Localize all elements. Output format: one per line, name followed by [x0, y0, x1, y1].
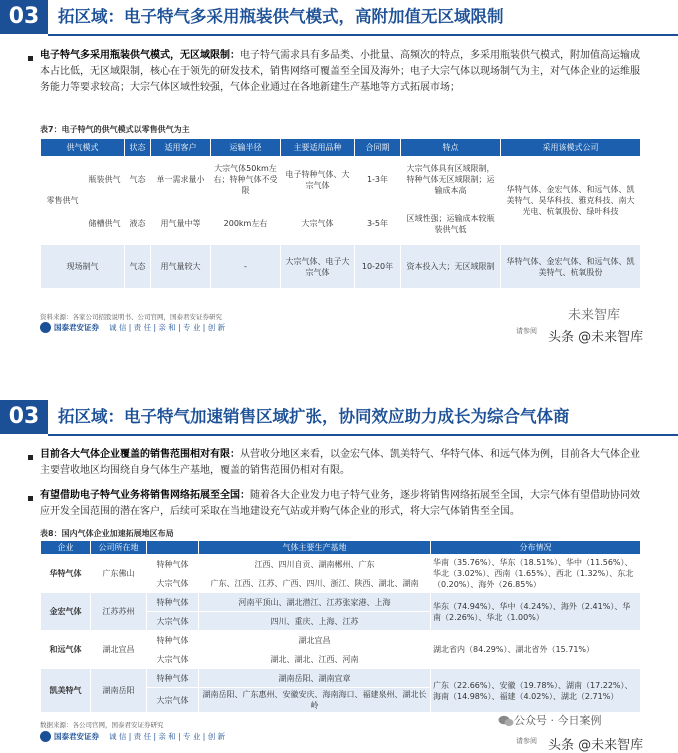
table-row — [41, 631, 641, 650]
gas-kind-cell: 特种气体 — [147, 593, 199, 612]
bases-cell: 湖南岳阳、湖南宜章 — [199, 669, 431, 688]
paragraph-1 — [40, 48, 640, 96]
header-cell — [147, 541, 199, 555]
watermark-top — [498, 712, 602, 728]
table-source: 数据来源：各公司官网，国泰君安证券研究 — [40, 721, 164, 729]
gas-kind-cell: 特种气体 — [147, 555, 199, 574]
group-cell: 零售供气 — [41, 157, 85, 245]
page-hint: 请参阅 — [516, 737, 537, 745]
paragraph-body: 电子特气需求具有多品类、小批量、高频次的特点，多采用瓶装供气模式，附加值高运输成本占比低，无区域限制，核心在于领先的研发技术，销售网络可覆盖至全国及海外；电子大宗气体以现场制气为主，对气体企业的运维服务能力等要求较高；大宗气体区域性较强，气体企业通过在各地新建生产基地等方式拓展市场； — [40, 50, 640, 93]
chat-bubble-icon — [498, 715, 514, 727]
page-hint: 请参阅 — [516, 327, 537, 335]
state-cell: 气态 — [125, 157, 151, 203]
gas-kind-cell: 特种气体 — [147, 669, 199, 688]
bullet-marker — [28, 496, 33, 501]
watermark-bottom: 头条 @未来智库 — [548, 330, 644, 345]
slide-gap — [0, 362, 678, 400]
variety-cell: 电子特种气体、大宗气体 — [281, 157, 355, 203]
brand-motto: 诚 信 | 责 任 | 亲 和 | 专 业 | 创 新 — [109, 732, 226, 741]
watermark-top-text: 公众号 · 今日案例 — [514, 714, 602, 727]
distribution-cell: 华南（35.76%）、华东（18.51%）、华中（11.56%）、华北（3.02%）、西南（1.65%）、西北（1.32%）、东北（0.20%）、海外（26.85%） — [431, 555, 641, 593]
slide-2 — [0, 400, 678, 751]
section-number: 03 — [0, 0, 48, 34]
table-row — [41, 669, 641, 688]
supply-mode-table — [40, 138, 641, 289]
bases-cell: 湖北、湖北、江西、河南 — [199, 650, 431, 669]
footer-logo — [40, 322, 225, 336]
sub-mode-cell: 瓶装供气 — [85, 157, 125, 203]
company-cell: 华特气体 — [41, 555, 91, 593]
client-cell: 用气量较大 — [151, 245, 211, 289]
table-header-row — [41, 541, 641, 555]
location-cell: 广东佛山 — [91, 555, 147, 593]
header-cell: 特点 — [401, 139, 501, 157]
gas-kind-cell: 大宗气体 — [147, 650, 199, 669]
header-divider — [48, 34, 678, 36]
footer-logo — [40, 731, 225, 745]
variety-cell: 大宗气体 — [281, 203, 355, 245]
header-cell: 运输半径 — [211, 139, 281, 157]
paragraph-body: 随着各大企业发力电子特气业务，逐步将销售网络拓展至全国，大宗气体有望借助协同效应开发全国范围的潜在客户，后续可采取在当地建设充气站或并购气体企业的形式，将大宗气体销售至全国。 — [40, 490, 640, 517]
slide-title: 拓区域：电子特气多采用瓶装供气模式，高附加值无区域限制 — [58, 7, 504, 26]
header-divider — [48, 434, 678, 436]
paragraph-2 — [40, 488, 640, 520]
radius-cell: 200km左右 — [211, 203, 281, 245]
company-cell: 和远气体 — [41, 631, 91, 669]
feature-cell: 区域性强；运输成本较瓶装供气低 — [401, 203, 501, 245]
bases-cell: 湖北宜昌 — [199, 631, 431, 650]
distribution-cell: 华东（74.94%）、华中（4.24%）、海外（2.41%）、华南（2.26%）、华北（1.00%） — [431, 593, 641, 631]
slide-title: 拓区域：电子特气加速销售区域扩张，协同效应助力成长为综合气体商 — [58, 407, 570, 426]
company-cell: 凯美特气 — [41, 669, 91, 713]
brand-name: 国泰君安证券 — [54, 732, 99, 741]
region-table — [40, 540, 641, 713]
header-cell: 分布情况 — [431, 541, 641, 555]
radius-cell: 大宗气体50km左右；特种气体不受限 — [211, 157, 281, 203]
table-row — [41, 157, 641, 203]
location-cell: 湖北宜昌 — [91, 631, 147, 669]
watermark-top: 未来智库 — [568, 308, 621, 323]
state-cell: 气态 — [125, 245, 151, 289]
paragraph-1 — [40, 447, 640, 479]
watermark-bottom: 头条 @未来智库 — [548, 738, 644, 753]
section-number: 03 — [0, 400, 48, 434]
slide-1 — [0, 0, 678, 362]
radius-cell: - — [211, 245, 281, 289]
client-cell: 用气量中等 — [151, 203, 211, 245]
table-source: 资料来源：各家公司招股说明书、公司官网，国泰君安证券研究 — [40, 313, 222, 321]
term-cell: 1-3年 — [355, 157, 401, 203]
header-cell: 适用客户 — [151, 139, 211, 157]
table-row — [41, 593, 641, 612]
brand-logo-icon — [40, 731, 51, 742]
paragraph-lead: 有望借助电子特气业务将销售网络拓展至全国： — [40, 490, 250, 501]
table-row — [41, 555, 641, 574]
location-cell: 湖南岳阳 — [91, 669, 147, 713]
header-cell: 主要适用品种 — [281, 139, 355, 157]
distribution-cell: 广东（22.66%）、安徽（19.78%）、湖南（17.22%）、海南（14.98%）、福建（4.02%）、湖北（2.71%） — [431, 669, 641, 713]
paragraph-body: 从营收分地区来看，以金宏气体、凯美特气、华特气体、和远气体为例，目前各大气体企业主要营收地区均围绕自身气体生产基地，覆盖的销售范围仍相对有限。 — [40, 449, 640, 476]
gas-kind-cell: 大宗气体 — [147, 688, 199, 713]
gas-kind-cell: 特种气体 — [147, 631, 199, 650]
gas-kind-cell: 大宗气体 — [147, 612, 199, 631]
table-row — [41, 245, 641, 289]
state-cell: 液态 — [125, 203, 151, 245]
term-cell: 3-5年 — [355, 203, 401, 245]
header-cell: 气体主要生产基地 — [199, 541, 431, 555]
header-cell: 合同期 — [355, 139, 401, 157]
header-cell: 企业 — [41, 541, 91, 555]
brand-motto: 诚 信 | 责 任 | 亲 和 | 专 业 | 创 新 — [109, 323, 226, 332]
variety-cell: 大宗气体、电子大宗气体 — [281, 245, 355, 289]
sub-mode-cell: 现场制气 — [41, 245, 125, 289]
bullet-marker — [28, 455, 33, 460]
location-cell: 江苏苏州 — [91, 593, 147, 631]
brand-logo-icon — [40, 322, 51, 333]
paragraph-lead: 电子特气多采用瓶装供气模式，无区域限制： — [40, 50, 240, 61]
bases-cell: 广东、江西、江苏、广西、四川、浙江、陕西、湖北、湖南 — [199, 574, 431, 593]
paragraph-lead: 目前各大气体企业覆盖的销售范围相对有限： — [40, 449, 240, 460]
header-cell: 采用该模式公司 — [501, 139, 641, 157]
feature-cell: 资本投入大；无区域限制 — [401, 245, 501, 289]
bullet-marker — [28, 56, 33, 61]
bases-cell: 湖南岳阳、广东惠州、安徽安庆、海南海口、福建泉州、湖北长岭 — [199, 688, 431, 713]
distribution-cell: 湖北省内（84.29%）、湖北省外（15.71%） — [431, 631, 641, 669]
header-cell: 供气模式 — [41, 139, 125, 157]
header-cell: 状态 — [125, 139, 151, 157]
bases-cell: 江西、四川自贡、湖南郴州、广东 — [199, 555, 431, 574]
table-header-row — [41, 139, 641, 157]
bases-cell: 河南平顶山、湖北潜江、江苏张家港、上海 — [199, 593, 431, 612]
table-caption: 表8：国内气体企业加速拓展地区布局 — [40, 529, 174, 538]
gas-kind-cell: 大宗气体 — [147, 574, 199, 593]
slide-header — [0, 400, 678, 434]
bases-cell: 四川、重庆、上海、江苏 — [199, 612, 431, 631]
table-caption: 表7：电子特气的供气模式以零售供气为主 — [40, 125, 190, 134]
companies-cell: 华特气体、金宏气体、和远气体、凯美特气、昊华科技、雅克科技、南大光电、杭氧股份、绿叶科技 — [501, 157, 641, 245]
slide-header — [0, 0, 678, 34]
header-cell: 公司所在地 — [91, 541, 147, 555]
term-cell: 10-20年 — [355, 245, 401, 289]
brand-name: 国泰君安证券 — [54, 323, 99, 332]
sub-mode-cell: 储槽供气 — [85, 203, 125, 245]
companies-cell: 华特气体、金宏气体、和远气体、凯美特气、杭氧股份 — [501, 245, 641, 289]
company-cell: 金宏气体 — [41, 593, 91, 631]
feature-cell: 大宗气体具有区域限制，特种气体无区域限制；运输成本高 — [401, 157, 501, 203]
client-cell: 单一需求量小 — [151, 157, 211, 203]
